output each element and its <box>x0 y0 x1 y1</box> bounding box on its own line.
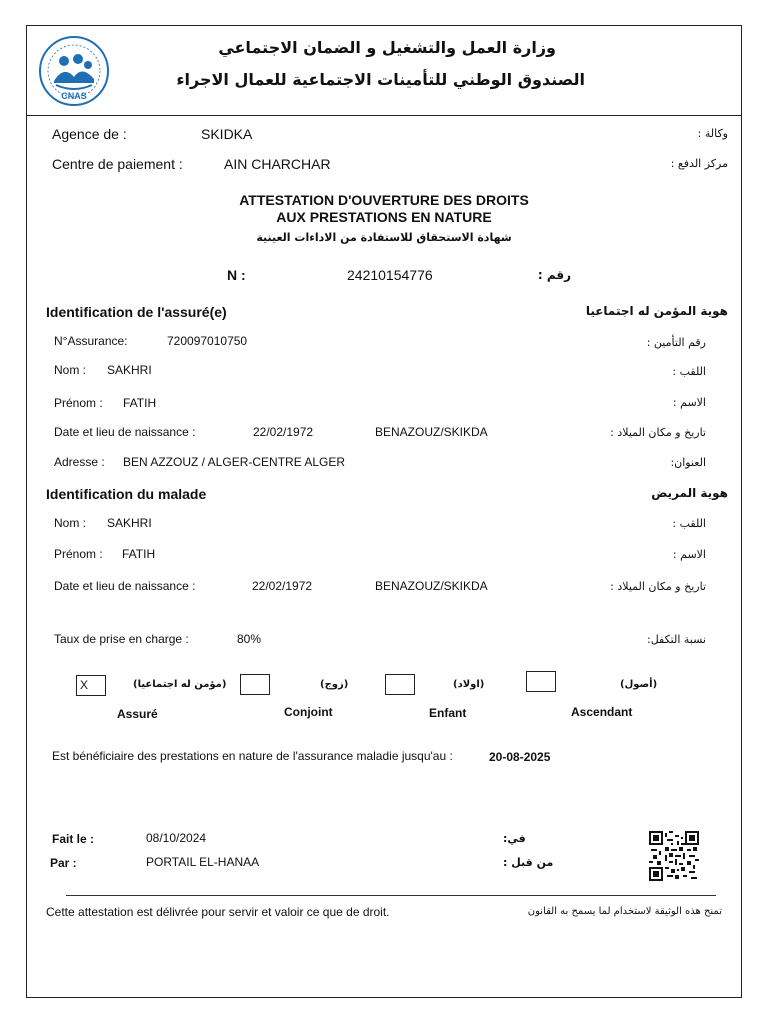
patient-prenom-value: FATIH <box>122 547 156 561</box>
category-label-ar-ascendant: (أصول) <box>620 679 658 690</box>
category-label-ar-conjoint: (زوج) <box>320 679 349 690</box>
title-line2: AUX PRESTATIONS EN NATURE <box>276 209 492 225</box>
category-label-assure: Assuré <box>117 707 158 721</box>
number-label-ar: رقم : <box>537 268 571 282</box>
patient-birth-place: BENAZOUZ/SKIKDA <box>375 579 488 593</box>
coverage-label-ar: نسبة التكفل: <box>647 633 706 646</box>
beneficiary-text: Est bénéficiaire des prestations en nature de l'assurance maladie jusqu'au : <box>52 749 453 763</box>
insured-nom-value: SAKHRI <box>107 363 152 377</box>
patient-heading: Identification du malade <box>46 486 207 502</box>
header-divider <box>26 115 742 116</box>
ministry-title-ar: وزارة العمل والتشغيل و الضمان الاجتماعي <box>218 38 556 57</box>
done-value: 08/10/2024 <box>146 831 207 845</box>
patient-birth-label-ar: تاريخ و مكان الميلاد : <box>610 580 706 593</box>
patient-birth-label: Date et lieu de naissance : <box>54 579 196 593</box>
agency-value: SKIDKA <box>201 126 253 142</box>
footer-text-ar: تمنح هذه الوثيقة لاستخدام لما يسمح به القانون <box>527 906 722 917</box>
category-checkbox-ascendant[interactable] <box>526 671 556 692</box>
patient-birth-date: 22/02/1972 <box>252 579 313 593</box>
insurance-label-ar: رقم التأمين : <box>646 336 706 349</box>
coverage-value: 80% <box>237 632 262 646</box>
qr-code <box>648 831 700 881</box>
insured-nom-label: Nom : <box>54 363 87 377</box>
insured-prenom-label: Prénom : <box>54 396 103 410</box>
category-checkbox-conjoint[interactable] <box>240 674 270 695</box>
coverage-label: Taux de prise en charge : <box>54 632 189 646</box>
insured-address-label: Adresse : <box>54 455 105 469</box>
patient-prenom-label-ar: الاسم : <box>672 548 706 561</box>
cnas-logo <box>36 35 112 107</box>
payment-center-label: Centre de paiement : <box>52 156 183 172</box>
insured-address-label-ar: العنوان: <box>670 456 706 469</box>
insurance-label: N°Assurance: <box>54 334 128 348</box>
insured-nom-label-ar: اللقب : <box>672 365 706 378</box>
title-line1: ATTESTATION D'OUVERTURE DES DROITS <box>239 192 529 208</box>
fund-title-ar: الصندوق الوطني للتأمينات الاجتماعية للعمال الاجراء <box>176 70 585 89</box>
insured-birth-label-ar: تاريخ و مكان الميلاد : <box>610 426 706 439</box>
logo-text: CNAS <box>61 91 87 101</box>
patient-nom-value: SAKHRI <box>107 516 152 530</box>
category-checkbox-assure[interactable]: X <box>76 675 106 696</box>
insured-prenom-value: FATIH <box>123 396 157 410</box>
patient-heading-ar: هوية المريض <box>651 486 728 500</box>
insured-address-value: BEN AZZOUZ / ALGER-CENTRE ALGER <box>123 455 346 469</box>
payment-center-value: AIN CHARCHAR <box>224 156 331 172</box>
category-label-ascendant: Ascendant <box>571 705 633 719</box>
agency-label: Agence de : <box>52 126 127 142</box>
payment-center-label-ar: مركز الدفع : <box>670 157 728 170</box>
insured-prenom-label-ar: الاسم : <box>672 396 706 409</box>
agency-label-ar: وكالة : <box>697 127 728 140</box>
footer-divider <box>66 895 716 896</box>
number-value: 24210154776 <box>347 267 433 283</box>
by-label-ar: من قبل : <box>503 856 554 869</box>
by-value: PORTAIL EL-HANAA <box>146 855 260 869</box>
insurance-value: 720097010750 <box>167 334 248 348</box>
by-label: Par : <box>50 856 77 870</box>
category-label-ar-enfant: (اولاد) <box>453 679 485 690</box>
category-label-ar-assure: (مؤمن له اجتماعيا) <box>133 679 227 690</box>
insured-heading-ar: هوية المؤمن له اجتماعيا <box>585 304 728 318</box>
category-label-conjoint: Conjoint <box>284 705 333 719</box>
done-label: Fait le : <box>52 832 95 846</box>
beneficiary-date: 20-08-2025 <box>489 750 551 764</box>
insured-birth-label: Date et lieu de naissance : <box>54 425 196 439</box>
category-checkbox-enfant[interactable] <box>385 674 415 695</box>
patient-nom-label-ar: اللقب : <box>672 517 706 530</box>
category-label-enfant: Enfant <box>429 706 467 720</box>
number-label: N : <box>227 267 246 283</box>
insured-birth-date: 22/02/1972 <box>253 425 314 439</box>
done-label-ar: في: <box>503 832 526 845</box>
title-ar: شهادة الاستحقاق للاستفادة من الاداءات العينية <box>256 231 512 244</box>
patient-nom-label: Nom : <box>54 516 87 530</box>
footer-text: Cette attestation est délivrée pour servir et valoir ce que de droit. <box>46 905 390 919</box>
insured-birth-place: BENAZOUZ/SKIKDA <box>375 425 488 439</box>
patient-prenom-label: Prénom : <box>54 547 103 561</box>
insured-heading: Identification de l'assuré(e) <box>46 304 227 320</box>
